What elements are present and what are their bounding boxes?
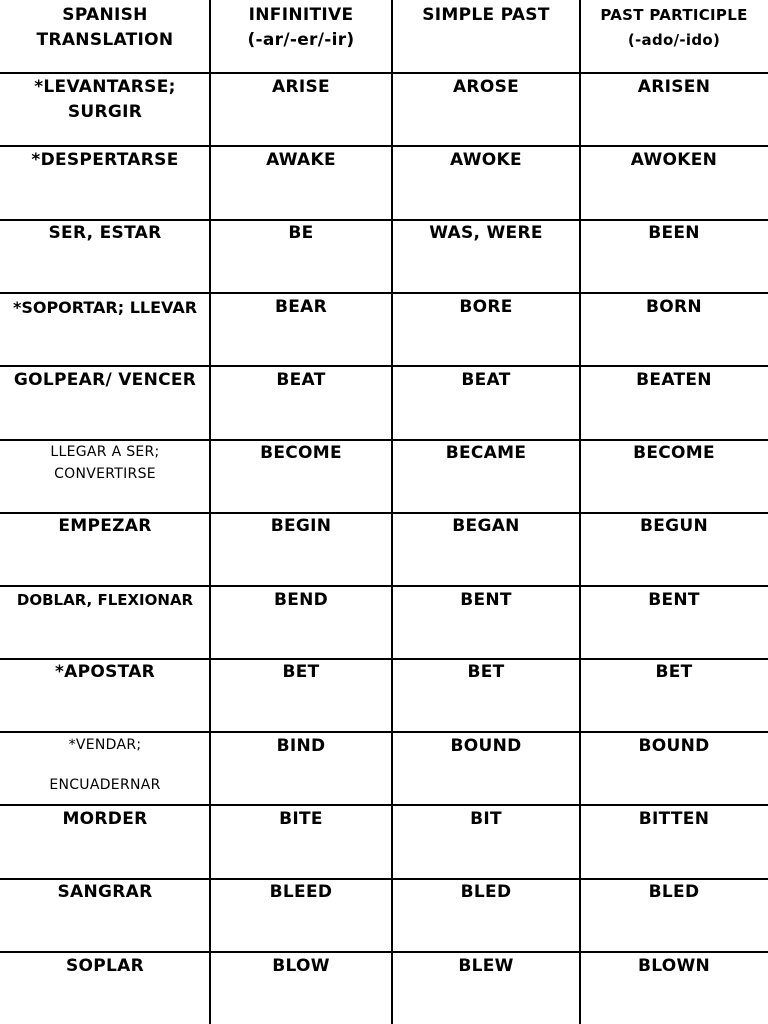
row-7-spanish-line-1: EMPEZAR [58, 516, 152, 536]
row-12-spanish [0, 880, 210, 905]
row-divider [0, 951, 768, 953]
row-6-infinitive: BECOME [260, 443, 342, 463]
header-spanish-line-1: SPANISH [62, 5, 148, 25]
row-6-spanish-line-2: CONVERTIRSE [54, 466, 156, 482]
row-10-spanish-line-2: ENCUADERNAR [49, 777, 161, 793]
row-4-simple-past: BORE [459, 297, 513, 317]
row-divider [0, 72, 768, 74]
row-5-infinitive: BEAT [276, 370, 326, 390]
row-2-past-participle: AWOKEN [630, 150, 718, 170]
row-13-infinitive: BLOW [272, 956, 330, 976]
row-5-spanish [0, 368, 210, 393]
row-1-simple-past: AROSE [452, 77, 520, 97]
row-divider [0, 804, 768, 806]
row-2-spanish [0, 148, 210, 173]
row-7-simple-past: BEGAN [452, 516, 520, 536]
header-past-participle-line-1: PAST PARTICIPLE [600, 6, 748, 24]
row-13-spanish [0, 954, 210, 979]
row-11-spanish-line-1: MORDER [62, 809, 148, 829]
row-12-spanish-line-1: SANGRAR [57, 882, 153, 902]
row-6-spanish-line-1: LLEGAR A SER; [50, 444, 160, 460]
row-6-past-participle: BECOME [633, 443, 715, 463]
row-8-spanish-line-1: DOBLAR, FLEXIONAR [16, 591, 194, 609]
row-8-infinitive: BEND [273, 590, 329, 610]
row-6-spanish [0, 441, 210, 485]
row-13-past-participle: BLOWN [637, 956, 711, 976]
row-9-spanish-line-1: *APOSTAR [54, 662, 156, 682]
row-9-past-participle: BET [655, 662, 693, 682]
row-8-simple-past: BENT [460, 590, 512, 610]
header-infinitive [210, 3, 392, 53]
row-1-spanish [0, 75, 210, 125]
header-simple-past-line-1: SIMPLE PAST [422, 5, 550, 25]
row-6-simple-past: BECAME [445, 443, 527, 463]
header-past-participle-line-2: (-ado/-ido) [627, 31, 721, 49]
row-divider [0, 365, 768, 367]
row-3-spanish-line-1: SER, ESTAR [48, 223, 162, 243]
row-3-spanish [0, 221, 210, 246]
row-10-spanish [0, 734, 210, 796]
row-9-spanish [0, 660, 210, 685]
row-divider [0, 731, 768, 733]
row-4-infinitive: BEAR [274, 297, 328, 317]
row-2-simple-past: AWOKE [450, 150, 522, 170]
row-10-simple-past: BOUND [450, 736, 522, 756]
row-7-past-participle: BEGUN [639, 516, 709, 536]
row-1-spanish-line-2: SURGIR [67, 102, 143, 122]
row-4-spanish-line-1: *SOPORTAR; LLEVAR [12, 298, 198, 317]
row-9-simple-past: BET [467, 662, 505, 682]
row-1-spanish-line-1: *LEVANTARSE; [34, 77, 176, 97]
row-4-spanish [0, 295, 210, 320]
row-9-infinitive: BET [282, 662, 320, 682]
row-12-infinitive: BLEED [269, 882, 333, 902]
row-3-past-participle: BEEN [648, 223, 700, 243]
row-5-simple-past: BEAT [461, 370, 511, 390]
row-11-simple-past: BIT [470, 809, 502, 829]
row-11-spanish [0, 807, 210, 832]
row-5-spanish-line-1: GOLPEAR/ VENCER [13, 370, 197, 390]
row-8-past-participle: BENT [648, 590, 700, 610]
row-5-past-participle: BEATEN [636, 370, 712, 390]
row-1-past-participle: ARISEN [637, 77, 711, 97]
row-7-infinitive: BEGIN [270, 516, 332, 536]
row-10-infinitive: BIND [276, 736, 326, 756]
header-simple-past [392, 3, 580, 28]
row-2-infinitive: AWAKE [266, 150, 336, 170]
row-4-past-participle: BORN [646, 297, 702, 317]
row-13-simple-past: BLEW [458, 956, 514, 976]
row-12-past-participle: BLED [648, 882, 700, 902]
header-spanish-line-2: TRANSLATION [36, 30, 174, 50]
row-2-spanish-line-1: *DESPERTARSE [31, 150, 179, 170]
header-past-participle [580, 3, 768, 53]
row-10-spanish-line-1: *VENDAR; [68, 737, 142, 753]
header-infinitive-line-2: (-ar/-er/-ir) [247, 30, 355, 50]
row-11-past-participle: BITTEN [638, 809, 710, 829]
row-7-spanish [0, 514, 210, 539]
row-divider [0, 585, 768, 587]
row-3-simple-past: WAS, WERE [429, 223, 543, 243]
row-1-infinitive: ARISE [272, 77, 330, 97]
row-13-spanish-line-1: SOPLAR [65, 956, 145, 976]
row-3-infinitive: BE [288, 223, 314, 243]
row-8-spanish [0, 588, 210, 613]
row-11-infinitive: BITE [279, 809, 323, 829]
header-infinitive-line-1: INFINITIVE [248, 5, 354, 25]
row-10-past-participle: BOUND [638, 736, 710, 756]
row-12-simple-past: BLED [460, 882, 512, 902]
row-divider [0, 292, 768, 294]
header-spanish [0, 3, 210, 53]
row-divider [0, 145, 768, 147]
